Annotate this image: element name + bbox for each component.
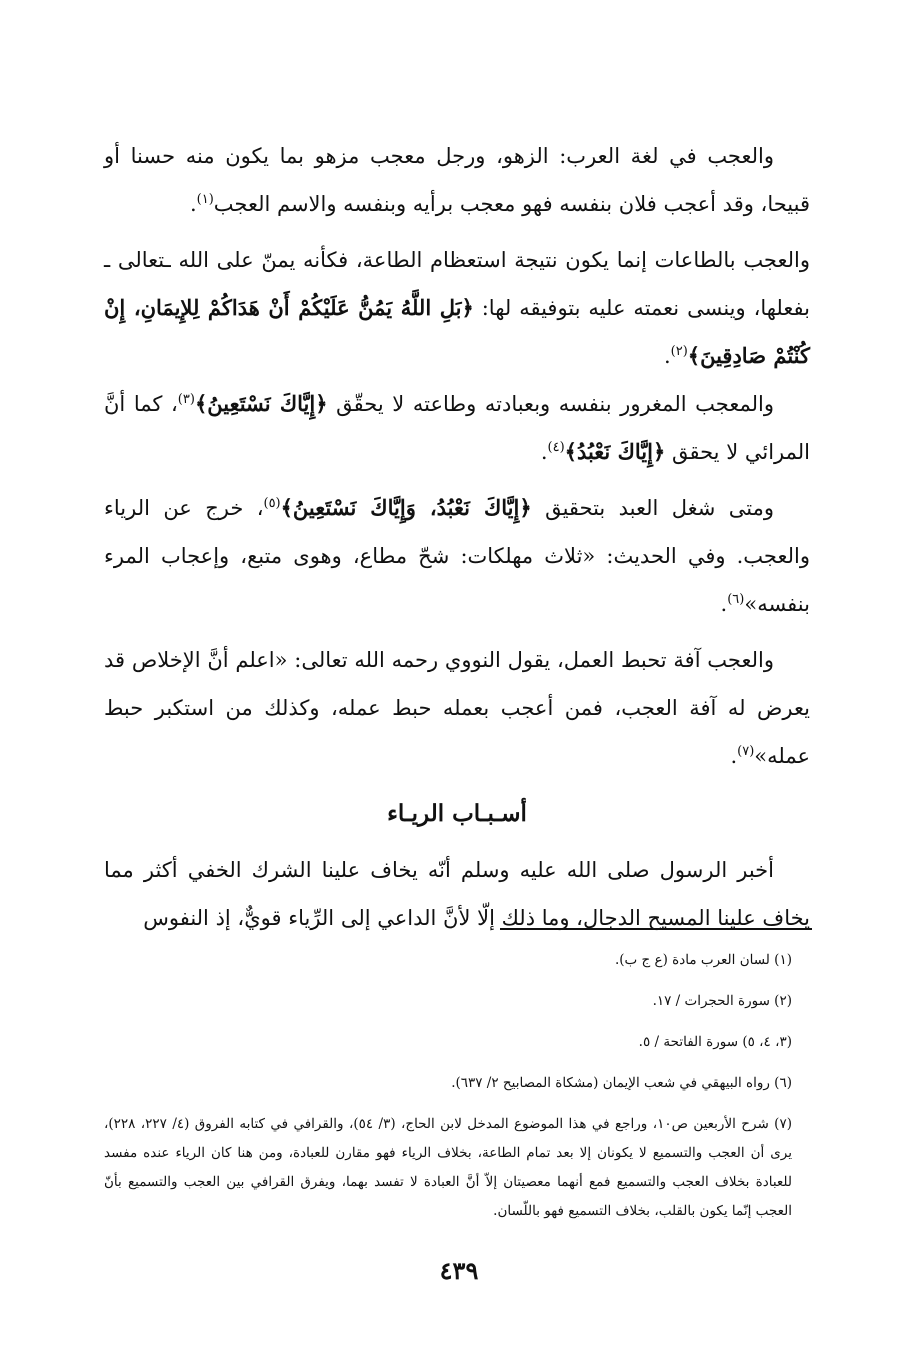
- paragraph-text: ، خرج عن الرياء والعجب. وفي الحديث: «ثلاث مهلكات: شحّ مطاع، وهوى متبع، وإعجاب المرء بنفسه»: [104, 496, 810, 616]
- paragraph-text: والعجب آفة تحبط العمل، يقول النووي رحمه الله تعالى: «اعلم أنَّ الإخلاص قد يعرض له آفة العجب، فمن أعجب بعمله حبط عمله، وكذلك من استكبر حبط عمله»: [104, 648, 810, 768]
- paragraph-end: .: [540, 440, 548, 464]
- quran-verse: ﴿بَلِ اللَّهُ يَمُنُّ عَلَيْكُمْ أَنْ هَدَاكُمْ لِلإِيمَانِ، إِنْ كُنْتُمْ صَادِقِينَ﴾: [104, 295, 810, 368]
- footnotes: [104, 940, 812, 1226]
- quran-verse: ﴿إِيَّاكَ نَعْبُدُ، وَإِيَّاكَ نَسْتَعِينُ﴾: [280, 495, 532, 520]
- paragraph-text: والعجب في لغة العرب: الزهو، ورجل معجب مزهو بما يكون منه حسنا أو قبيحا، وقد أعجب فلان بنفسه فهو معجب برأيه وبنفسه والاسم العجب: [104, 144, 810, 216]
- paragraph-text: والعجب بالطاعات إنما يكون نتيجة استعظام الطاعة، فكأنه يمنّ على الله ـتعالى ـ بفعلها، وينسى نعمته عليه بتوفيقه لها:: [104, 248, 810, 320]
- quran-verse: ﴿إِيَّاكَ نَسْتَعِينُ﴾: [194, 391, 328, 416]
- paragraph-end: .: [189, 192, 197, 216]
- main-text: [104, 132, 810, 942]
- paragraph-text: ومتى شغل العبد بتحقيق: [545, 496, 774, 520]
- paragraph-hadith: [104, 484, 810, 628]
- paragraph-text: والمعجب المغرور بنفسه وبعبادته وطاعته لا يحقّق: [336, 392, 774, 416]
- footnote-ref: (٣): [177, 392, 195, 407]
- footnote-ref: (٢): [670, 344, 688, 359]
- quran-verse: ﴿إِيَّاكَ نَعْبُدُ﴾: [564, 439, 666, 464]
- footnote-ref: (٦): [727, 592, 745, 607]
- footnote-ref: (٤): [547, 440, 565, 455]
- footnote-ref: (٥): [263, 496, 281, 511]
- footnote-ref: (١): [196, 192, 214, 207]
- paragraph-end: .: [720, 592, 728, 616]
- footnote-7: (٧) شرح الأربعين ص١٠، وراجع في هذا الموضوع المدخل لابن الحاج، (٣/ ٥٤)، والقرافي في كتابه الفروق (٤/ ٢٢٧، ٢٢٨)، يرى أن العجب والتسميع لا يكونان إلا بعد تمام الطاعة، بخلاف الرياء فهو مقارن للعبادة، ومن هنا كان الرياء عنده مفسد للعبادة بخلاف العجب والتسميع فمع أنهما معصيتان إلاّ أنَّ العبادة لا تفسد بهما، ويفرق القرافي بين العجب والتسميع بأنّ العجب إنّما يكون بالقلب، بخلاف التسميع فهو باللّسان.: [104, 1116, 792, 1219]
- paragraph-ujb-obedience: [104, 236, 810, 380]
- footnote-1: (١) لسان العرب مادة (ع ج ب).: [614, 952, 792, 968]
- footnote-ref: (٧): [737, 744, 755, 759]
- footnote-divider: [500, 928, 812, 930]
- footnote-2: (٢) سورة الحجرات / ١٧.: [652, 993, 792, 1009]
- paragraph-nawawi: [104, 636, 810, 780]
- paragraph-text: أخبر الرسول صلى الله عليه وسلم أنّه يخاف علينا الشرك الخفي أكثر مما يخاف علينا المسيح الدجال، وما ذلك إلّا لأنَّ الداعي إلى الرِّياء قويٌّ، إذ النفوس: [104, 858, 810, 930]
- section-heading: أسـبـاب الريـاء: [387, 800, 527, 827]
- paragraph-arrogant: [104, 380, 810, 476]
- paragraph-text: ، كما أنَّ المرائي لا يحقق: [104, 392, 810, 464]
- paragraph-ujb-definition: [104, 132, 810, 228]
- footnote-6: (٦) رواه البيهقي في شعب الإيمان (مشكاة المصابيح ٢/ ٦٣٧).: [451, 1075, 792, 1091]
- page-number: ٤٣٩: [439, 1256, 479, 1285]
- paragraph-end: .: [663, 344, 671, 368]
- paragraph-end: .: [730, 744, 738, 768]
- footnote-3-5: (٣، ٤، ٥) سورة الفاتحة / ٥.: [638, 1034, 792, 1050]
